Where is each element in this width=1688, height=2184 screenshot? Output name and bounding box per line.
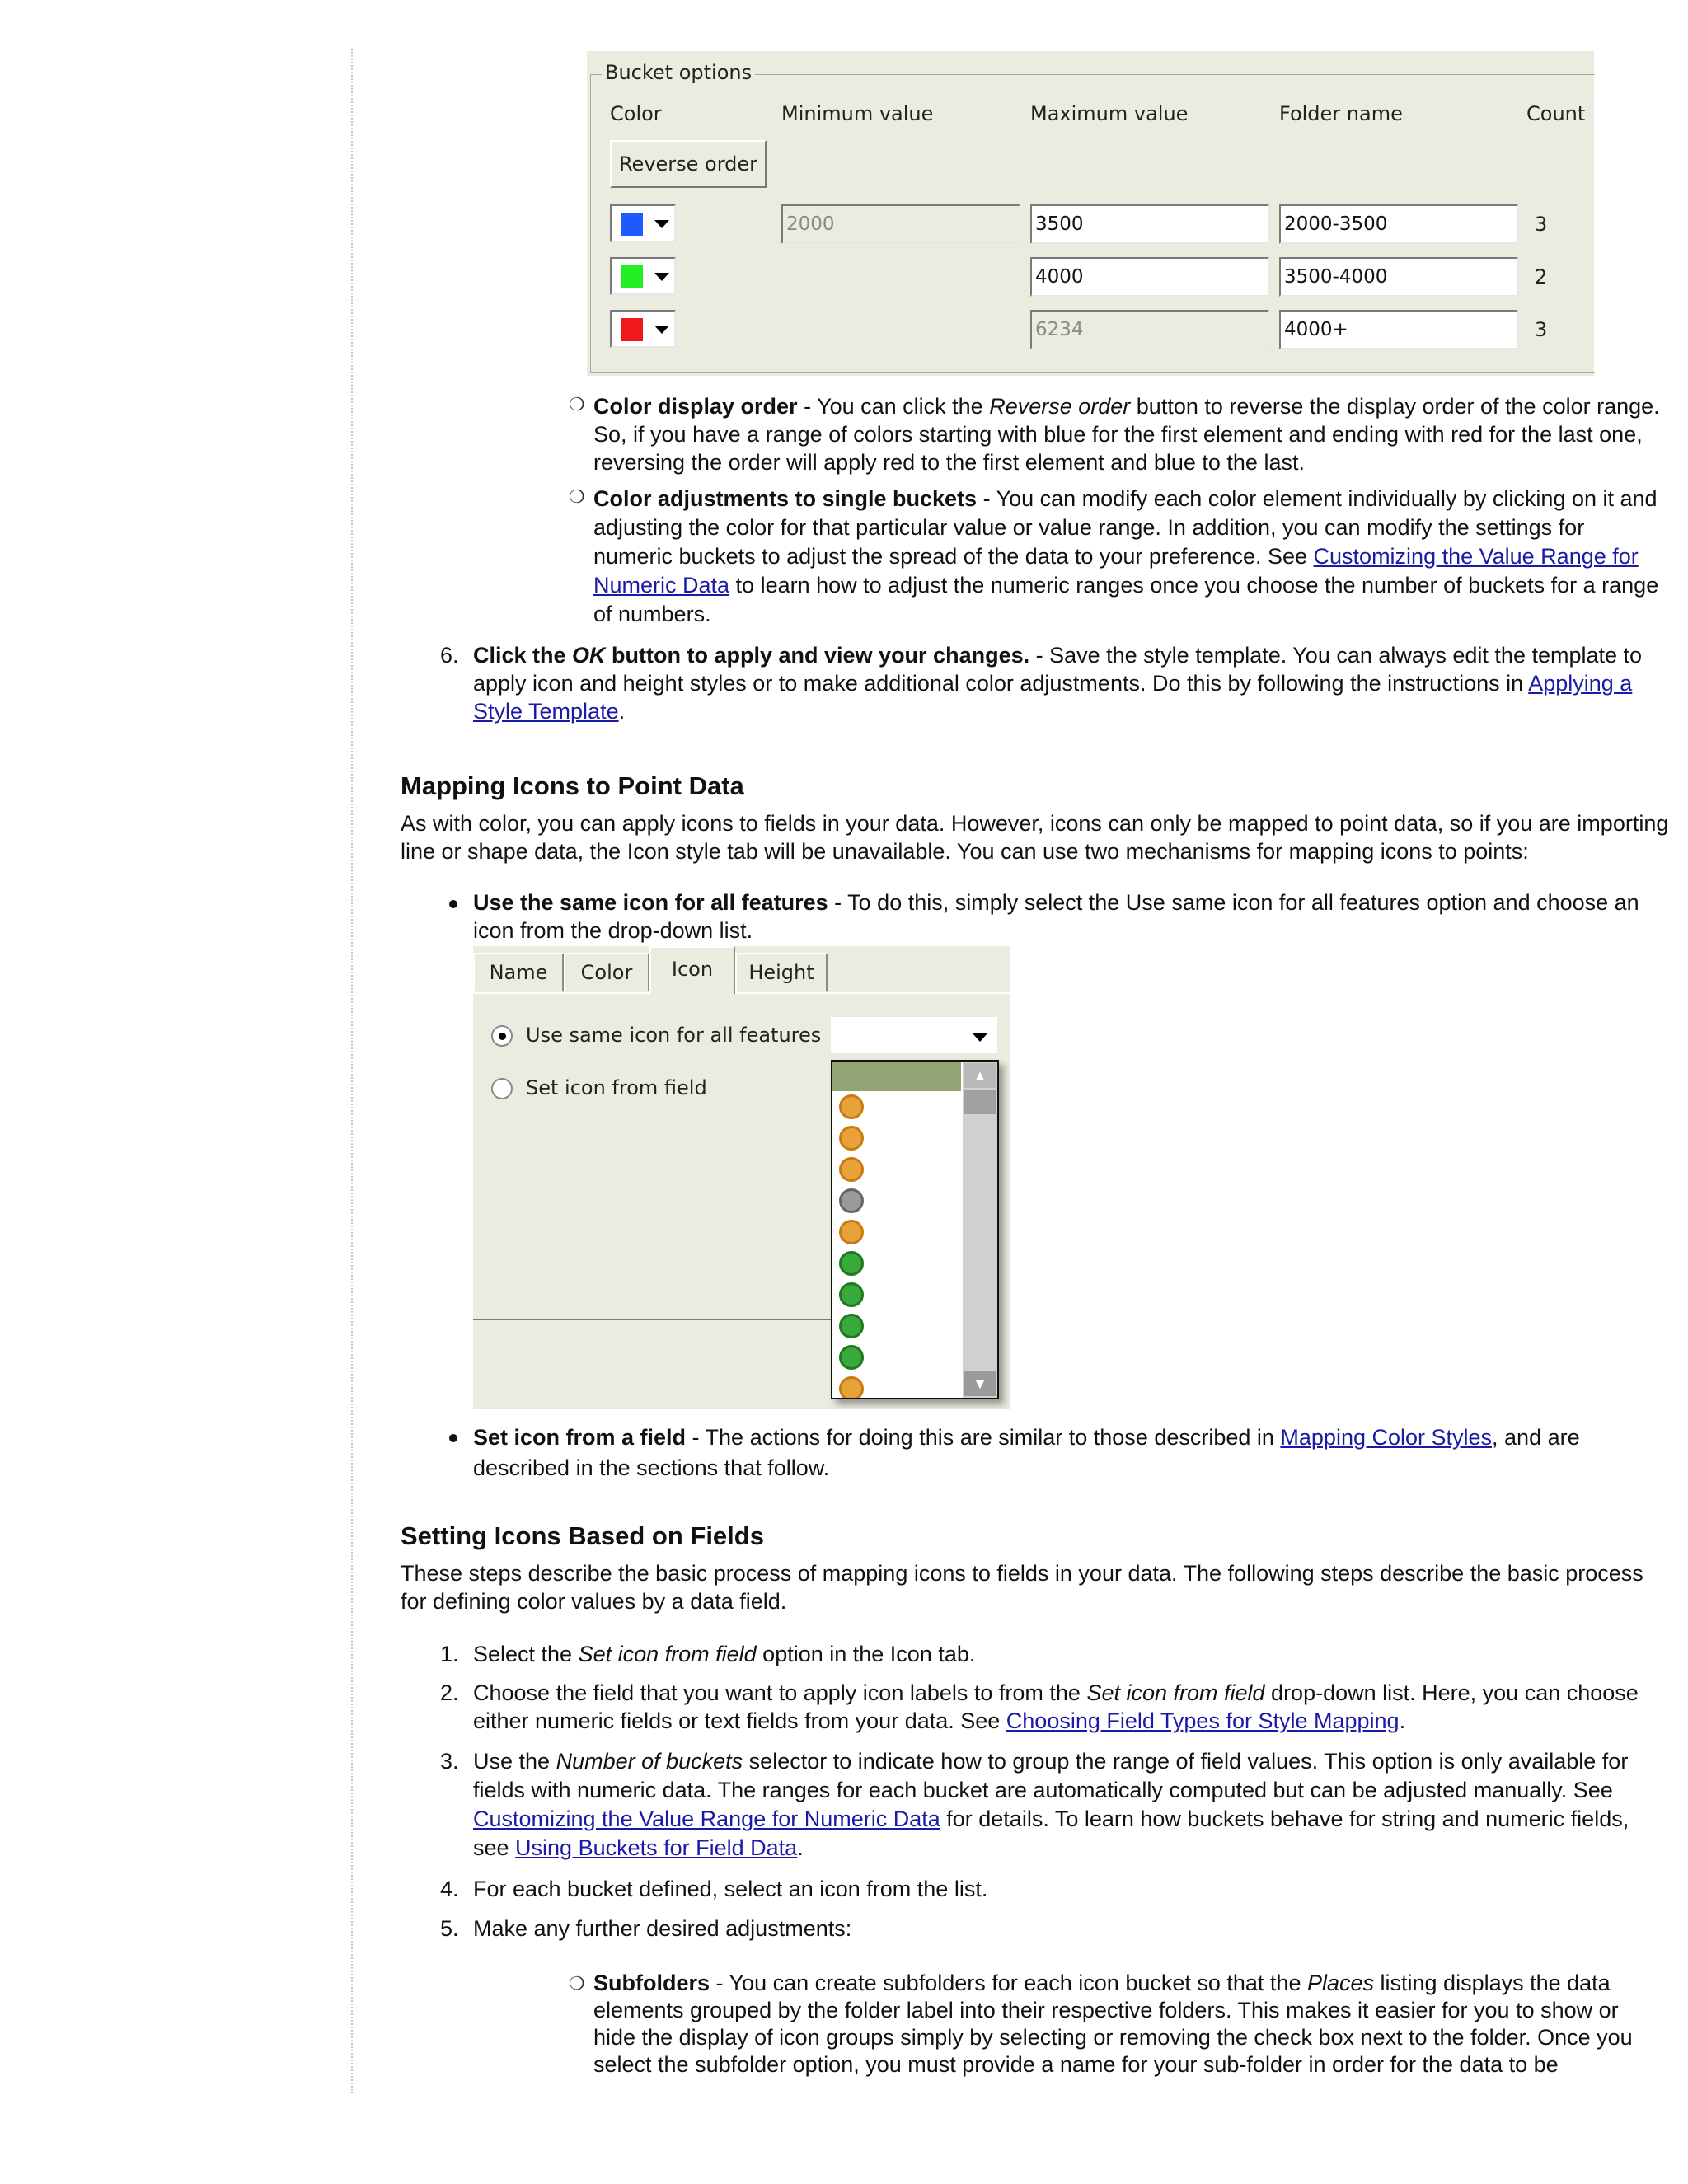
step-2-number: 2. <box>440 1680 459 1705</box>
chevron-down-icon <box>654 326 669 334</box>
folder-name-field-row-2[interactable]: 3500-4000 <box>1279 257 1518 297</box>
header-minimum-value: Minimum value <box>781 102 934 125</box>
step-1-item: Select the Set icon from field option in the Icon tab. <box>473 1642 976 1666</box>
tab-name[interactable]: Name <box>473 953 564 992</box>
color-adjustments-item: Color adjustments to single buckets - You can modify each color element individually by clicking on it and adjusting the color for that particular value or value range. In addition, you can modify the settings for numeric buckets to adjust the spread of the data to your preference. See Customizing the Value Range for Numeric Data to learn how to adjust the numeric ranges once you choose the number of buckets for a range of numbers. <box>593 486 1659 626</box>
arrow-down-icon[interactable] <box>839 1157 864 1182</box>
step-6-item: Click the OK button to apply and view your changes. - Save the style template. You can always edit the template to apply icon and height styles or to make additional color adjustments. Do this by following the instructions in Applying a Style Template. <box>473 643 1643 724</box>
bottom-divider <box>473 1319 831 1320</box>
person-icon[interactable] <box>839 1094 864 1119</box>
tab-icon[interactable]: Icon <box>649 946 735 994</box>
green-dot-icon[interactable] <box>839 1314 864 1338</box>
house-icon[interactable] <box>839 1188 864 1213</box>
color-swatch <box>621 265 643 288</box>
using-buckets-link[interactable]: Using Buckets for Field Data <box>515 1835 798 1860</box>
header-folder-name: Folder name <box>1279 102 1403 125</box>
header-color: Color <box>610 102 662 125</box>
green-dot-icon[interactable] <box>839 1282 864 1307</box>
chevron-down-icon <box>654 220 669 228</box>
folder-name-field-row-1[interactable]: 2000-3500 <box>1279 204 1518 244</box>
icon-dropdown-list[interactable] <box>831 1060 999 1399</box>
icon-from-field-label: Set icon from field <box>526 1076 707 1099</box>
color-swatch <box>621 318 643 341</box>
same-icon-label: Use same icon for all features <box>526 1024 822 1047</box>
count-row-1: 3 <box>1535 213 1548 236</box>
green-dot-icon[interactable] <box>839 1251 864 1276</box>
orange-marker-icon[interactable] <box>839 1376 864 1399</box>
color-display-order-item: Color display order - You can click the Reverse order button to reverse the display order of the color range. So, if you have a range of colors starting with blue for the first element and ending with red for the last one, reversing the order will apply red to the first element and blue to the last. <box>593 394 1660 475</box>
scroll-down-button[interactable]: ▼ <box>964 1371 996 1396</box>
step-3-number: 3. <box>440 1749 459 1774</box>
count-row-2: 2 <box>1535 265 1548 288</box>
tab-separator <box>473 992 649 994</box>
step-3-item: Use the Number of buckets selector to indicate how to group the range of field values. This option is only available for fields with numeric data. The ranges for each bucket are automatically computed but can be adjusted manually. See Customizing the Value Range for Numeric Data for details. To learn how buckets behave for string and numeric fields, see Using Buckets for Field Data. <box>473 1749 1629 1860</box>
same-icon-radio[interactable] <box>491 1025 513 1047</box>
tab-height[interactable]: Height <box>735 953 828 992</box>
max-value-field-row-2[interactable]: 4000 <box>1030 257 1269 297</box>
customizing-value-range-link[interactable]: Customizing the Value Range for Numeric Data <box>473 1807 940 1831</box>
scroll-up-button[interactable]: ▲ <box>964 1063 996 1088</box>
step-1-number: 1. <box>440 1642 459 1666</box>
mapping-color-styles-link[interactable]: Mapping Color Styles <box>1280 1425 1493 1450</box>
min-value-field-row-1: 2000 <box>781 204 1020 244</box>
customizing-value-range-link[interactable]: Customizing the Value Range for Numeric Data <box>593 544 1639 598</box>
icon-list-items <box>832 1093 961 1399</box>
color-swatch <box>621 213 643 236</box>
green-marker-icon[interactable] <box>839 1345 864 1370</box>
sub-bullet-icon: ❍ <box>569 486 585 507</box>
max-value-field-row-1[interactable]: 3500 <box>1030 204 1269 244</box>
section-heading-mapping-icons: Mapping Icons to Point Data <box>401 771 744 800</box>
bullet-icon <box>449 900 457 908</box>
sub-bullet-icon: ❍ <box>569 1973 585 1994</box>
flag-p-icon[interactable] <box>839 1126 864 1151</box>
folder-name-field-row-3[interactable]: 4000+ <box>1279 310 1518 349</box>
chevron-down-icon <box>654 273 669 281</box>
mapping-icons-paragraph: As with color, you can apply icons to fields in your data. However, icons can only be mapped to point data, so if you are importing line or shape data, the Icon style tab will be unavailable. You can use two mechanisms for mapping icons to points: <box>401 811 1669 864</box>
color-picker-row-2[interactable] <box>610 257 676 295</box>
header-maximum-value: Maximum value <box>1030 102 1189 125</box>
sub-bullet-icon: ❍ <box>569 394 585 415</box>
icon-dropdown[interactable] <box>831 1017 997 1053</box>
target-icon[interactable] <box>839 1220 864 1244</box>
scrollbar[interactable] <box>963 1062 997 1398</box>
color-adjustments-title: Color adjustments to single buckets <box>593 486 978 511</box>
max-value-field-row-3: 6234 <box>1030 310 1269 349</box>
step-2-item: Choose the field that you want to apply icon labels to from the Set icon from field drop-down list. Here, you can choose either numeric fields or text fields from your data. See Choosing Field Types for Style Mapping. <box>473 1680 1639 1733</box>
reverse-order-button[interactable]: Reverse order <box>610 140 767 188</box>
setting-icons-paragraph: These steps describe the basic process of mapping icons to fields in your data. The following steps describe the basic process for defining color values by a data field. <box>401 1561 1643 1614</box>
choosing-field-types-link[interactable]: Choosing Field Types for Style Mapping <box>1006 1708 1400 1733</box>
applying-style-template-link[interactable]: Applying a Style Template <box>473 671 1633 724</box>
step-4-item: For each bucket defined, select an icon from the list. <box>473 1877 988 1901</box>
page-margin-rule <box>351 49 353 2093</box>
subfolders-item: Subfolders - You can create subfolders for each icon bucket so that the Places listing displays the data elements grouped by the folder label into their respective folders. This makes it easier for you to show or hide the display of icon groups simply by selecting or removing the check box next to the folder. Once you select the subfolder option, you must provide a name for your sub-folder in order for the data to be <box>593 1971 1633 2077</box>
scroll-thumb[interactable] <box>964 1090 996 1114</box>
section-heading-setting-icons: Setting Icons Based on Fields <box>401 1521 764 1550</box>
bullet-icon <box>449 1434 457 1442</box>
tab-color[interactable]: Color <box>564 953 649 992</box>
bullet-same-icon: Use the same icon for all features - To do this, simply select the Use same icon for all features option and choose an icon from the drop-down list. <box>473 890 1639 943</box>
chevron-down-icon <box>973 1033 987 1042</box>
icon-style-dialog <box>473 946 1010 1409</box>
color-picker-row-3[interactable] <box>610 310 676 348</box>
header-count: Count <box>1526 102 1586 125</box>
step-4-number: 4. <box>440 1877 459 1901</box>
step-5-number: 5. <box>440 1916 459 1941</box>
icon-from-field-radio[interactable] <box>491 1078 513 1099</box>
tab-separator <box>735 992 1010 994</box>
selected-list-item[interactable] <box>832 1062 961 1091</box>
step-6-number: 6. <box>440 643 459 668</box>
count-row-3: 3 <box>1535 318 1548 341</box>
bullet-icon-from-field: Set icon from a field - The actions for doing this are similar to those described in Mapping Color Styles, and are described in the sections that follow. <box>473 1425 1580 1480</box>
color-picker-row-1[interactable] <box>610 204 676 242</box>
bucket-options-legend: Bucket options <box>602 61 755 84</box>
color-display-order-title: Color display order <box>593 394 798 419</box>
bucket-options-panel <box>587 51 1594 376</box>
step-5-item: Make any further desired adjustments: <box>473 1916 852 1941</box>
